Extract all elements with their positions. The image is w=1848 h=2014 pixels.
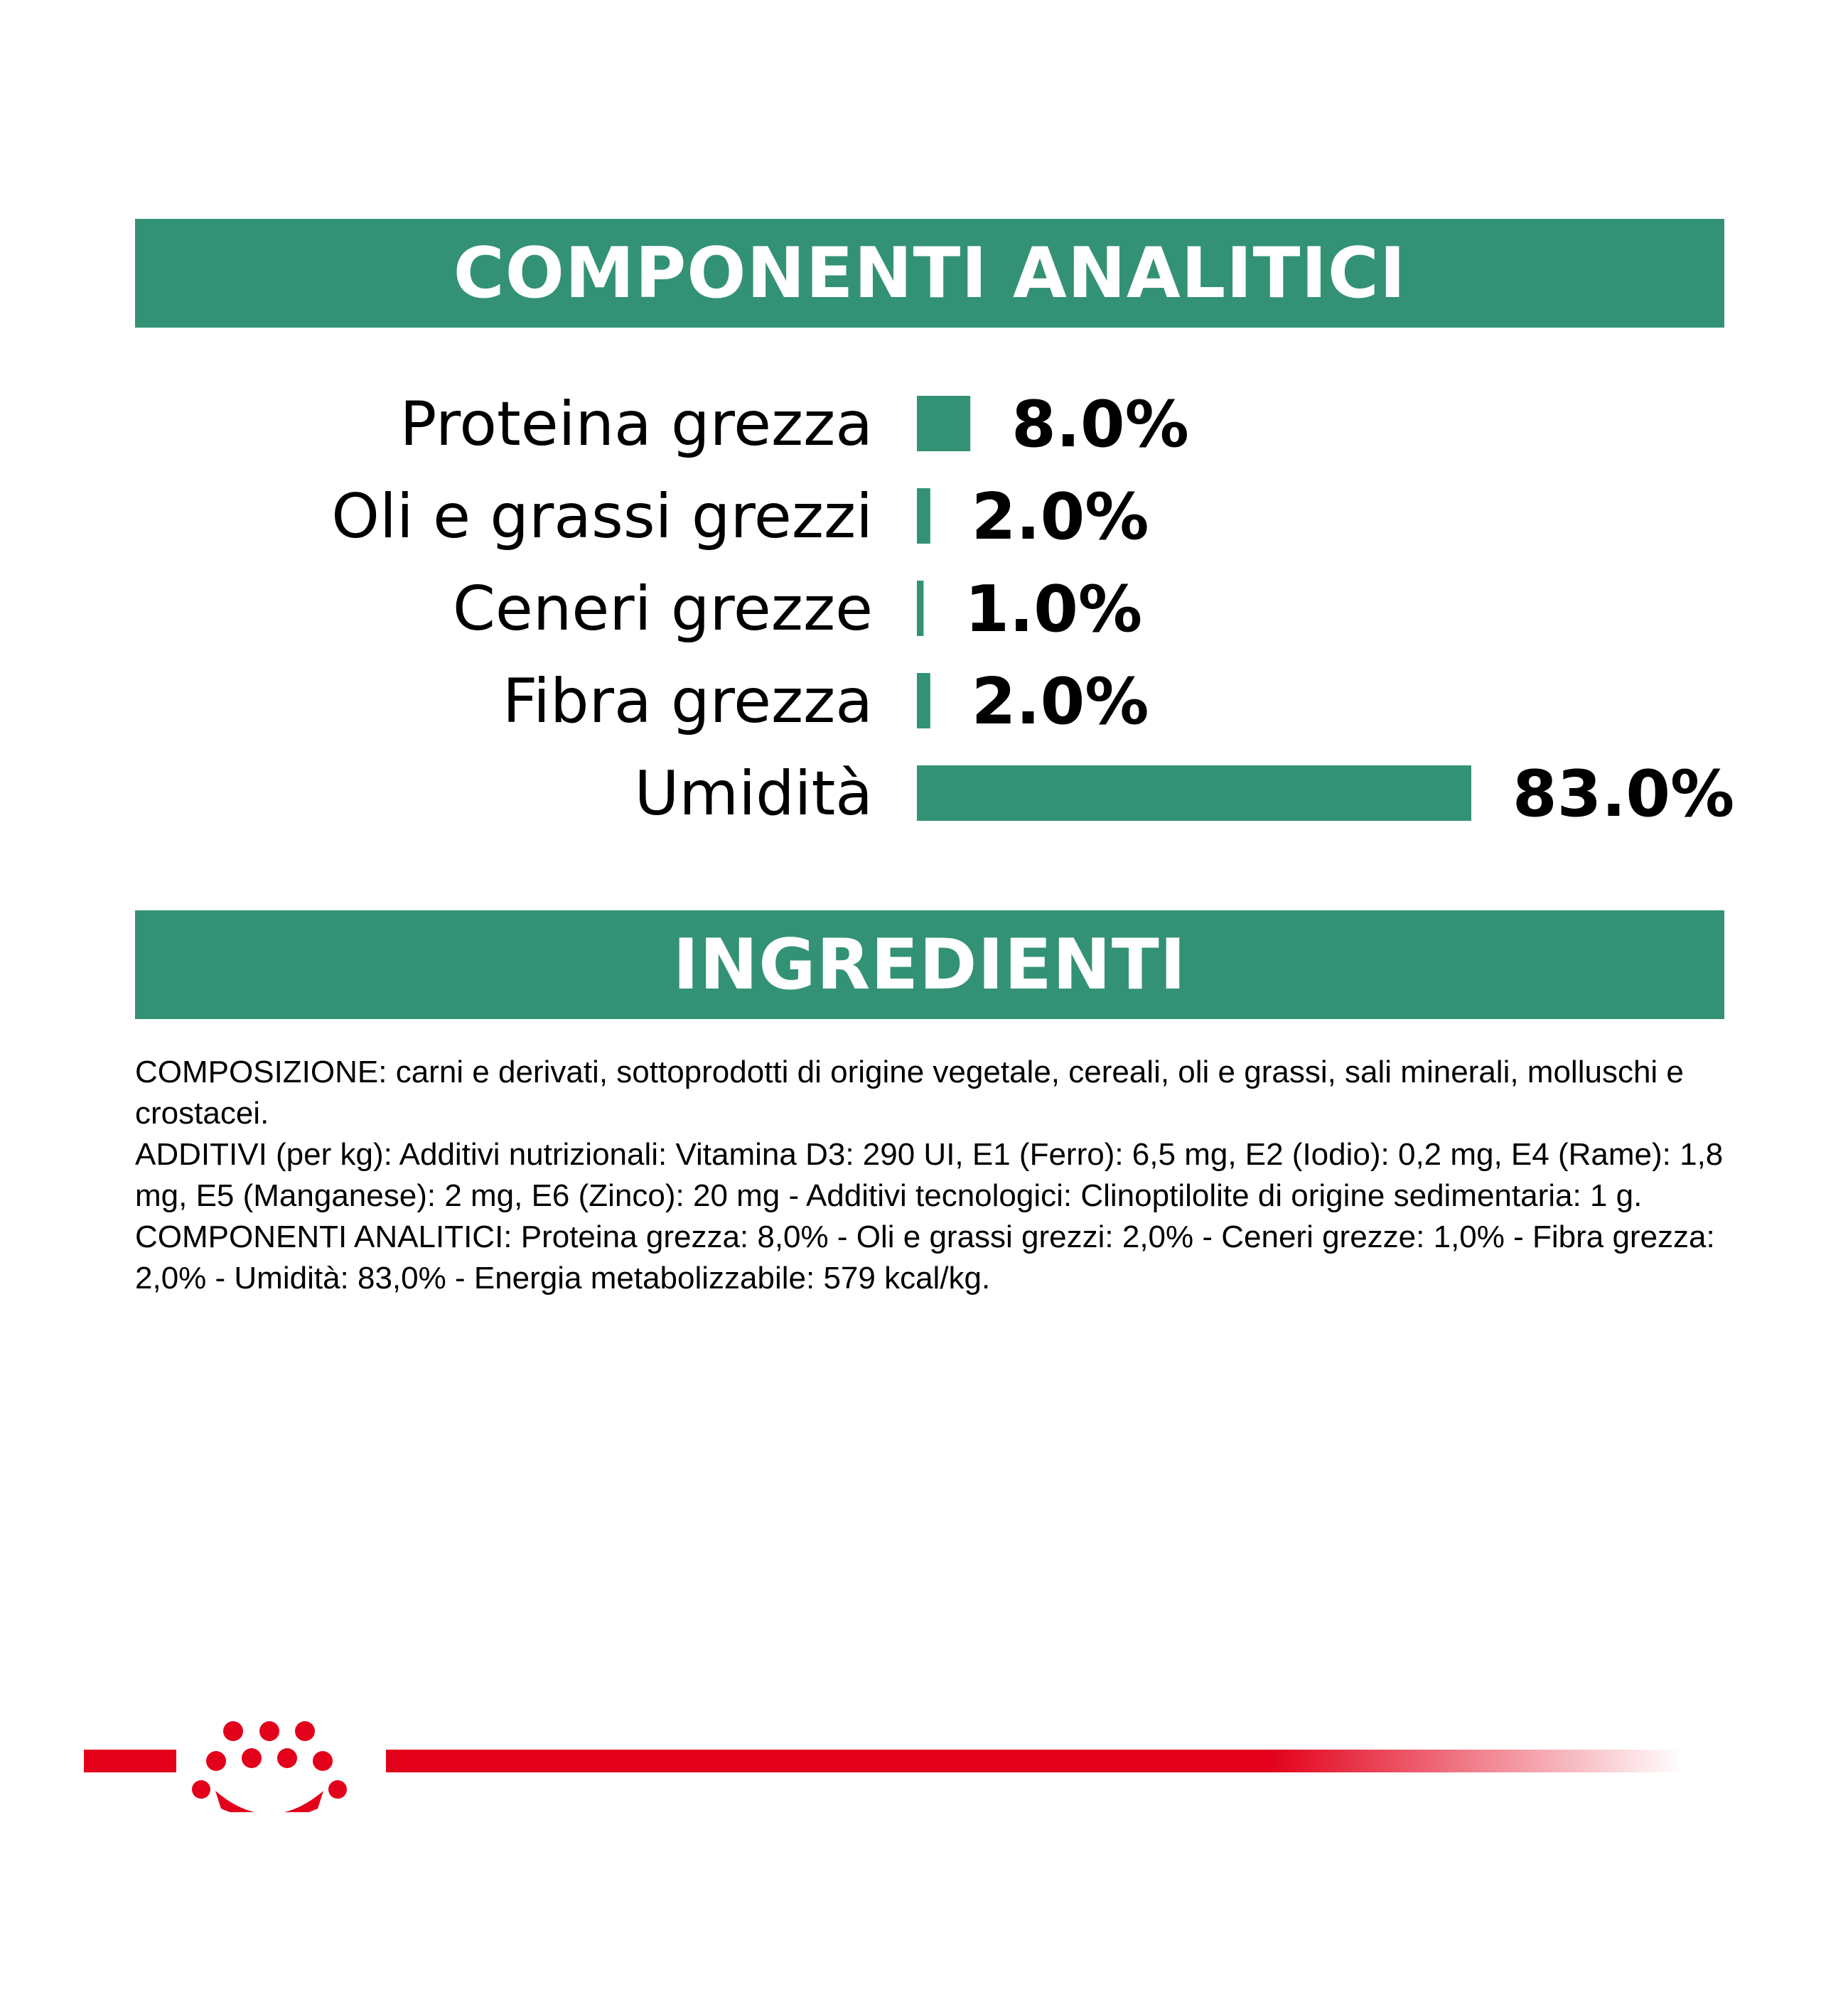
bar-label: Fibra grezza: [502, 666, 873, 737]
additives-paragraph: ADDITIVI (per kg): Additivi nutrizionali: Vitamina D3: 290 UI, E1 (Ferro): 6,5 mg, E2 (Iodio): 0,2 mg, E4 (Rame): 1,8 mg, E5 (Manganese): 2 mg, E6 (Zinco): 20 mg - Additivi tecnologici: Clinoptilolite di origine sedimentaria: 1 g.: [135, 1137, 1724, 1213]
ingredients-title: INGREDIENTI: [672, 924, 1187, 1006]
bar-value-label: 8.0%: [1011, 387, 1189, 462]
brand-line-left: [84, 1750, 176, 1772]
crown-icon: [192, 1721, 347, 1812]
bar-label: Umidità: [634, 758, 873, 829]
analytic-components-title: COMPONENTI ANALITICI: [453, 232, 1407, 314]
bar-value-label: 2.0%: [971, 480, 1149, 554]
brand-footer-line: [82, 1706, 1688, 1812]
bar: [917, 765, 1471, 821]
ingredients-heading: [135, 910, 1724, 1019]
bar-label: Proteina grezza: [399, 389, 873, 460]
bar-value-label: 83.0%: [1513, 757, 1735, 831]
analytic-paragraph: COMPONENTI ANALITICI: Proteina grezza: 8,0% - Oli e grassi grezzi: 2,0% - Ceneri grezze: 1,0% - Fibra grezza: 2,0% - Umidità: 83,0% - Energia metabolizzabile: 579 kcal/kg.: [135, 1219, 1715, 1296]
bar: [917, 673, 930, 728]
brand-line-right: [386, 1750, 1683, 1772]
ingredients-text-block: [135, 1052, 1724, 1299]
bar-value-label: 2.0%: [971, 664, 1149, 739]
analytic-bar-chart: [0, 0, 1848, 888]
composition-paragraph: COMPOSIZIONE: carni e derivati, sottoprodotti di origine vegetale, cereali, oli e grassi, sali minerali, molluschi e crostacei.: [135, 1055, 1684, 1131]
bar-label: Ceneri grezze: [452, 573, 873, 645]
bar: [917, 488, 930, 544]
bar: [917, 396, 970, 451]
bar-label: Oli e grassi grezzi: [331, 481, 873, 552]
bar: [917, 581, 923, 636]
bar-value-label: 1.0%: [965, 572, 1143, 647]
